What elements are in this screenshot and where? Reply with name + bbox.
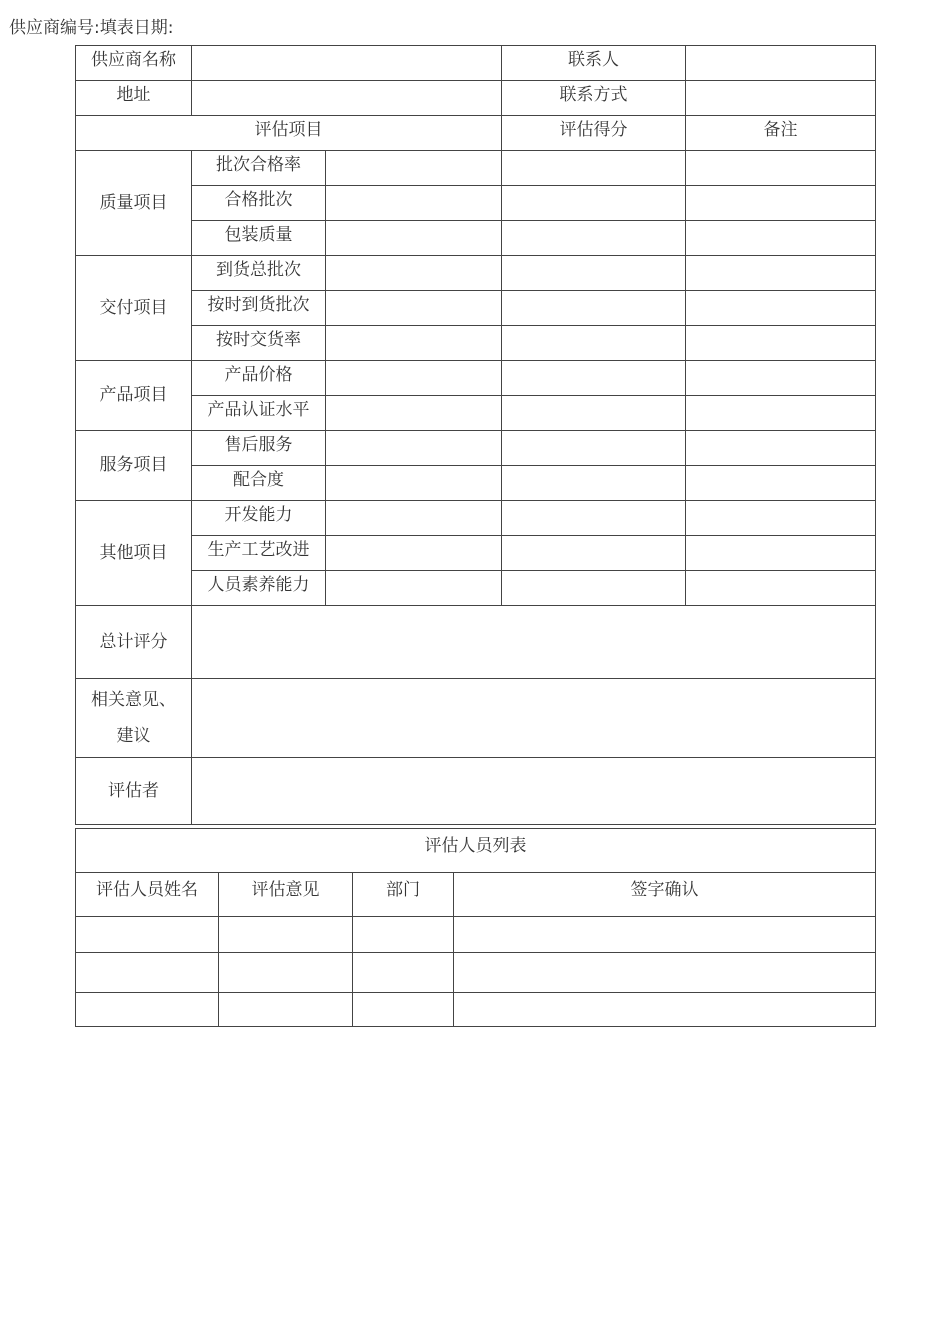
item-value-field[interactable]: [326, 431, 502, 466]
evaluator-name-field[interactable]: [76, 917, 219, 953]
table-row: [76, 953, 876, 993]
evaluator-label: 评估者: [76, 758, 192, 825]
item-value-field[interactable]: [326, 186, 502, 221]
group-label: 质量项目: [76, 151, 192, 256]
evaluator-department-field[interactable]: [353, 917, 454, 953]
supplier-name-label: 供应商名称: [76, 46, 192, 81]
opinions-field[interactable]: [192, 679, 876, 758]
contact-method-label: 联系方式: [502, 81, 686, 116]
item-label: 售后服务: [192, 431, 326, 466]
item-label: 按时到货批次: [192, 291, 326, 326]
remark-field[interactable]: [686, 571, 876, 606]
address-label: 地址: [76, 81, 192, 116]
remark-field[interactable]: [686, 431, 876, 466]
item-value-field[interactable]: [326, 536, 502, 571]
evaluator-signature-field[interactable]: [454, 917, 876, 953]
score-field[interactable]: [502, 151, 686, 186]
item-value-field[interactable]: [326, 396, 502, 431]
evaluator-signature-field[interactable]: [454, 953, 876, 993]
item-value-field[interactable]: [326, 326, 502, 361]
score-field[interactable]: [502, 571, 686, 606]
opinions-label-line1: 相关意见、: [91, 690, 176, 710]
evaluator-department-field[interactable]: [353, 953, 454, 993]
column-header-score: 评估得分: [502, 116, 686, 151]
score-field[interactable]: [502, 466, 686, 501]
table-row: [76, 993, 876, 1027]
evaluator-list-title: 评估人员列表: [76, 829, 876, 873]
group-label: 交付项目: [76, 256, 192, 361]
item-label: 包装质量: [192, 221, 326, 256]
item-label: 产品价格: [192, 361, 326, 396]
score-field[interactable]: [502, 291, 686, 326]
item-label: 配合度: [192, 466, 326, 501]
item-value-field[interactable]: [326, 151, 502, 186]
evaluator-department-field[interactable]: [353, 993, 454, 1027]
evaluator-name-field[interactable]: [76, 953, 219, 993]
remark-field[interactable]: [686, 291, 876, 326]
remark-field[interactable]: [686, 326, 876, 361]
list-header-name: 评估人员姓名: [76, 873, 219, 917]
item-value-field[interactable]: [326, 221, 502, 256]
evaluator-field[interactable]: [192, 758, 876, 825]
remark-field[interactable]: [686, 151, 876, 186]
remark-field[interactable]: [686, 396, 876, 431]
remark-field[interactable]: [686, 186, 876, 221]
remark-field[interactable]: [686, 501, 876, 536]
score-field[interactable]: [502, 221, 686, 256]
item-label: 到货总批次: [192, 256, 326, 291]
table-row: [76, 917, 876, 953]
item-value-field[interactable]: [326, 466, 502, 501]
item-label: 生产工艺改进: [192, 536, 326, 571]
item-label: 批次合格率: [192, 151, 326, 186]
form-header: [9, 13, 173, 38]
evaluator-opinion-field[interactable]: [219, 953, 353, 993]
column-header-remark: 备注: [686, 116, 876, 151]
item-value-field[interactable]: [326, 501, 502, 536]
remark-field[interactable]: [686, 536, 876, 571]
column-header-item: 评估项目: [76, 116, 502, 151]
total-score-field[interactable]: [192, 606, 876, 679]
score-field[interactable]: [502, 536, 686, 571]
item-value-field[interactable]: [326, 256, 502, 291]
evaluator-opinion-field[interactable]: [219, 917, 353, 953]
remark-field[interactable]: [686, 361, 876, 396]
item-value-field[interactable]: [326, 361, 502, 396]
score-field[interactable]: [502, 326, 686, 361]
list-header-signature: 签字确认: [454, 873, 876, 917]
supplier-name-field[interactable]: [192, 46, 502, 81]
total-score-label: 总计评分: [76, 606, 192, 679]
group-label: 服务项目: [76, 431, 192, 501]
contact-method-field[interactable]: [686, 81, 876, 116]
address-field[interactable]: [192, 81, 502, 116]
score-field[interactable]: [502, 256, 686, 291]
item-value-field[interactable]: [326, 571, 502, 606]
item-value-field[interactable]: [326, 291, 502, 326]
list-header-opinion: 评估意见: [219, 873, 353, 917]
opinions-label: [76, 679, 192, 758]
list-header-department: 部门: [353, 873, 454, 917]
evaluator-signature-field[interactable]: [454, 993, 876, 1027]
group-label: 其他项目: [76, 501, 192, 606]
item-label: 按时交货率: [192, 326, 326, 361]
remark-field[interactable]: [686, 466, 876, 501]
item-label: 合格批次: [192, 186, 326, 221]
score-field[interactable]: [502, 501, 686, 536]
fill-date-label: 填表日期:: [99, 18, 174, 38]
score-field[interactable]: [502, 396, 686, 431]
score-field[interactable]: [502, 361, 686, 396]
evaluation-table: [75, 45, 876, 825]
score-field[interactable]: [502, 186, 686, 221]
item-label: 产品认证水平: [192, 396, 326, 431]
item-label: 人员素养能力: [192, 571, 326, 606]
evaluator-name-field[interactable]: [76, 993, 219, 1027]
item-label: 开发能力: [192, 501, 326, 536]
remark-field[interactable]: [686, 221, 876, 256]
contact-person-field[interactable]: [686, 46, 876, 81]
group-label: 产品项目: [76, 361, 192, 431]
contact-person-label: 联系人: [502, 46, 686, 81]
remark-field[interactable]: [686, 256, 876, 291]
evaluator-list-table: [75, 828, 876, 1027]
evaluator-opinion-field[interactable]: [219, 993, 353, 1027]
opinions-label-line2: 建议: [116, 726, 151, 746]
supplier-no-label: 供应商编号:: [9, 18, 100, 38]
score-field[interactable]: [502, 431, 686, 466]
